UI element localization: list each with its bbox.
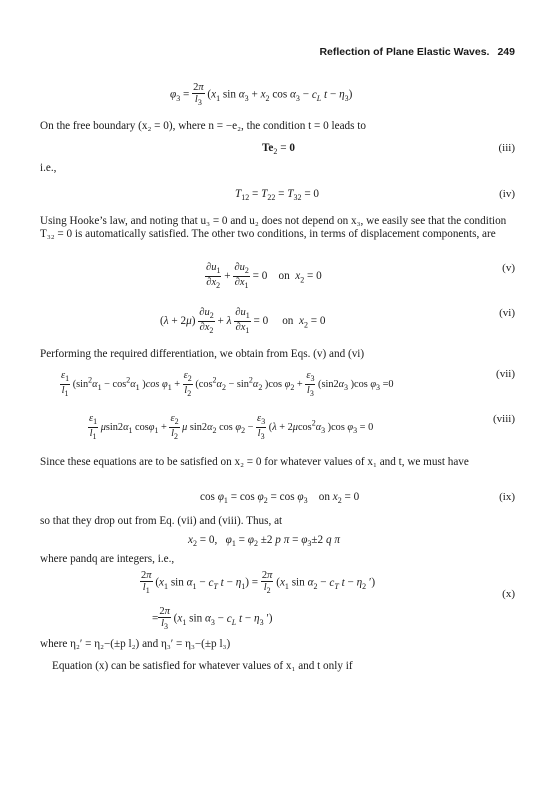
- equation-v: $\frac{\partial u_1}{\partial x_2}$ + $\frac{\partial u_2}{\partial x_1}$ = 0 on $x_2 = 0$: [206, 262, 322, 291]
- paragraph-integers: where pandq are integers, i.e.,: [40, 553, 175, 565]
- equation-vi: (λ + 2μ) $\frac{\partial u_2}{\partial x_2}$ + λ $\frac{\partial u_1}{\partial x_1}$ = 0 on $x_2 = 0$: [160, 307, 326, 336]
- paragraph-differentiation: Performing the required differentiation, we obtain from Eqs. (v) and (vi): [40, 348, 365, 360]
- equation-x-line2: = $\frac{2\pi}{l_3}$ ($x_1$ $\sin \alpha_3 - c_L$ $t - \eta_3$ ′): [152, 606, 273, 632]
- ie-label: i.e.,: [40, 162, 57, 174]
- equation-x-line1: $\frac{2\pi}{l_1}$ ($x_1$ $\sin \alpha_1 - c_T$ $t - \eta_1$) = $\frac{2\pi}{l_2}$ ($x_1$ $\sin \alpha_2 - c_T$ $t - \eta_2$ ′): [141, 570, 376, 596]
- tag-ix: (ix): [499, 491, 515, 503]
- tag-x: (x): [502, 588, 515, 600]
- equation-viii: $\frac{\varepsilon_1}{l_1}$ $\mu\sin 2\alpha_1$ cosφ$_1$ + $\frac{\varepsilon_2}{l_2}$ μ $\sin 2\alpha_2$ $\cos \varphi_2$ − $\frac{\varepsilon_3}{l_3}$ ($\lambda + 2\mu\cos^2\alpha_3$ )cos $\varphi_3 = 0$: [89, 413, 374, 442]
- paragraph-hooke: Using Hooke’s law, and noting that u₃ = 0 and u₂ does not depend on x₃, we easily see that the condition T₃₂ = 0 is automatically satisfied. The other two conditions, in terms of displacement components, are: [40, 215, 507, 240]
- paragraph-where-eta: where η₂′ = η₂−(±p l₂) and η₃′ = η₃−(±p l₃): [40, 638, 231, 650]
- tag-v: (v): [502, 262, 515, 274]
- tag-vii: (vii): [496, 368, 515, 380]
- page-number: 249: [497, 46, 515, 58]
- header-title: Reflection of Plane Elastic Waves.: [319, 46, 490, 58]
- equation-phi3: $\varphi_3$ = $\frac{2\pi}{l_3}$ ($x_1$ $\sin \alpha_3 + x_2$ $\cos \alpha_3 - c_L$ $t - \eta_3$): [170, 82, 353, 108]
- paragraph-free-boundary: On the free boundary (x₂ = 0), where n = −e₂, the condition t = 0 leads to: [40, 120, 366, 132]
- paragraph-drop-out: so that they drop out from Eq. (vii) and (viii). Thus, at: [40, 515, 283, 527]
- tag-iii: (iii): [498, 142, 515, 154]
- equation-vii: $\frac{\varepsilon_1}{l_1}$ ($\sin^2\alpha_1 - \cos^2\alpha_1$ )cos $\varphi_1$ + $\frac{\varepsilon_2}{l_2}$ ($\cos^2\alpha_2 - \sin^2\alpha_2$ )cos $\varphi_2$ + $\frac{\varepsilon_3}{l_3}$ ($\sin 2\alpha_3$ )cos $\varphi_3 =0$: [61, 370, 394, 399]
- equation-iii: $Te_2 = 0$: [262, 142, 295, 157]
- tag-vi: (vi): [499, 307, 515, 319]
- paragraph-since: Since these equations are to be satisfied on x₂ = 0 for whatever values of x₁ and t, we must have: [40, 456, 469, 468]
- tag-viii: (viii): [493, 413, 515, 425]
- running-header: [319, 46, 515, 58]
- equation-iv: $T_{12} = T_{22} = T_{32} = 0$: [235, 188, 320, 203]
- tag-iv: (iv): [499, 188, 515, 200]
- equation-phase-relation: $x_2 = 0$, $\varphi_1 = \varphi_2 \pm 2$ p $\pi = \varphi_3\pm 2$ q π: [188, 534, 340, 549]
- equation-ix: $\cos \varphi_1 = \cos \varphi_2 = \cos \varphi_3$ on $x_2 = 0$: [200, 491, 360, 506]
- paragraph-equation-x: Equation (x) can be satisfied for whatever values of x₁ and t only if: [52, 660, 353, 672]
